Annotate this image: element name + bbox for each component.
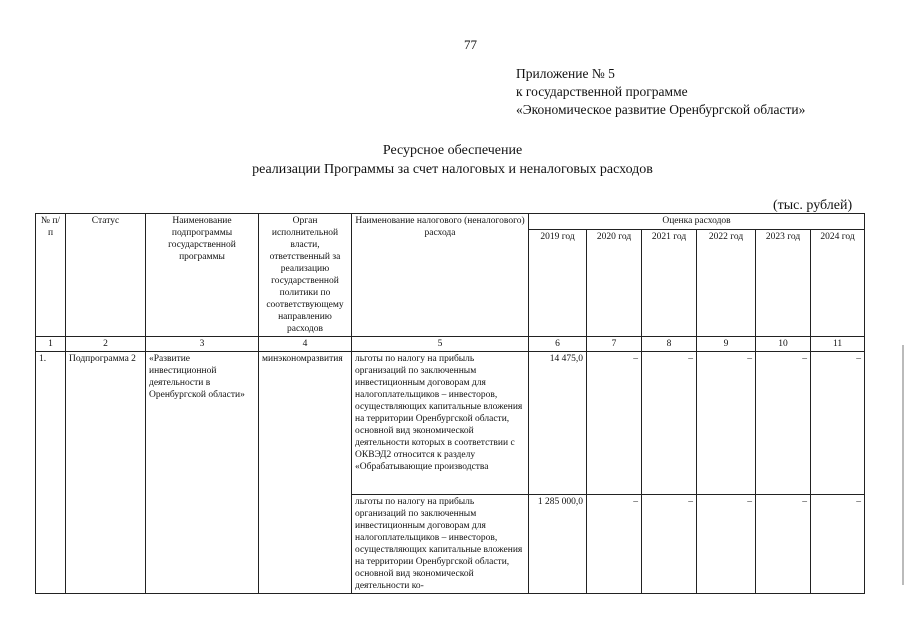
column-number: 4 (259, 337, 352, 352)
header-estimate: Оценка расходов (529, 214, 865, 230)
header-num: № п/п (36, 214, 66, 337)
header-year-2021: 2021 год (642, 230, 697, 337)
header-subprogram: Наименование подпрограммы государственной программы (146, 214, 259, 337)
header-executor: Орган исполнительной власти, ответственный за реализацию государственной политики по соответствующему направлению расходов (259, 214, 352, 337)
scan-edge-mark (902, 345, 904, 585)
title-line-1: Ресурсное обеспечение (382, 143, 523, 158)
row-value-2020: – (587, 352, 642, 495)
column-number: 8 (642, 337, 697, 352)
row-value-2019: 14 475,0 (529, 352, 587, 495)
page-number: 77 (464, 37, 477, 52)
title-line-2: реализации Программы за счет налоговых и неналоговых расходов (252, 162, 653, 177)
column-number: 2 (66, 337, 146, 352)
column-number: 6 (529, 337, 587, 352)
column-number: 1 (36, 337, 66, 352)
appendix-note (516, 65, 805, 119)
units-label: (тыс. рублей) (773, 198, 853, 213)
header-year-2020: 2020 год (587, 230, 642, 337)
row-num: 1. (36, 352, 66, 594)
row-value-2020: – (587, 495, 642, 594)
appendix-line-3: «Экономическое развитие Оренбургской области» (516, 102, 806, 117)
appendix-line-2: к государственной программе (516, 84, 688, 99)
column-number: 3 (146, 337, 259, 352)
header-year-2024: 2024 год (811, 230, 865, 337)
row-tax-expense: льготы по налогу на прибыль организаций по заключенным инвестиционным договорам для налогоплательщиков – инвесторов, осуществляющих капитальные вложения на территории Оренбургской области, основной вид экономической деятельности ко- (352, 495, 529, 594)
row-subprogram: «Развитие инвестиционной деятельности в Оренбургской области» (146, 352, 259, 594)
row-status: Подпрограмма 2 (66, 352, 146, 594)
header-year-2019: 2019 год (529, 230, 587, 337)
row-value-2023: – (756, 495, 811, 594)
row-value-2024: – (811, 495, 865, 594)
header-year-2022: 2022 год (697, 230, 756, 337)
column-number-row (36, 337, 865, 352)
resource-table (35, 213, 865, 594)
header-status: Статус (66, 214, 146, 337)
row-tax-expense: льготы по налогу на прибыль организаций по заключенным инвестиционным договорам для налогоплательщиков – инвесторов, осуществляющих капитальные вложения на территории Оренбургской области, основной вид экономической деятельности которых в соответствии с ОКВЭД2 относится к разделу «Обрабатывающие производства (352, 352, 529, 495)
row-value-2022: – (697, 352, 756, 495)
column-number: 9 (697, 337, 756, 352)
header-tax-expense: Наименование налогового (неналогового) расхода (352, 214, 529, 337)
row-value-2021: – (642, 495, 697, 594)
header-year-2023: 2023 год (756, 230, 811, 337)
document-title (0, 141, 905, 179)
row-value-2021: – (642, 352, 697, 495)
row-value-2022: – (697, 495, 756, 594)
column-number: 11 (811, 337, 865, 352)
column-number: 5 (352, 337, 529, 352)
row-value-2023: – (756, 352, 811, 495)
column-number: 7 (587, 337, 642, 352)
row-value-2024: – (811, 352, 865, 495)
row-value-2019: 1 285 000,0 (529, 495, 587, 594)
row-executor: минэкономразвития (259, 352, 352, 594)
table-row (36, 352, 865, 495)
appendix-line-1: Приложение № 5 (516, 66, 615, 81)
column-number: 10 (756, 337, 811, 352)
header-row (36, 214, 865, 230)
